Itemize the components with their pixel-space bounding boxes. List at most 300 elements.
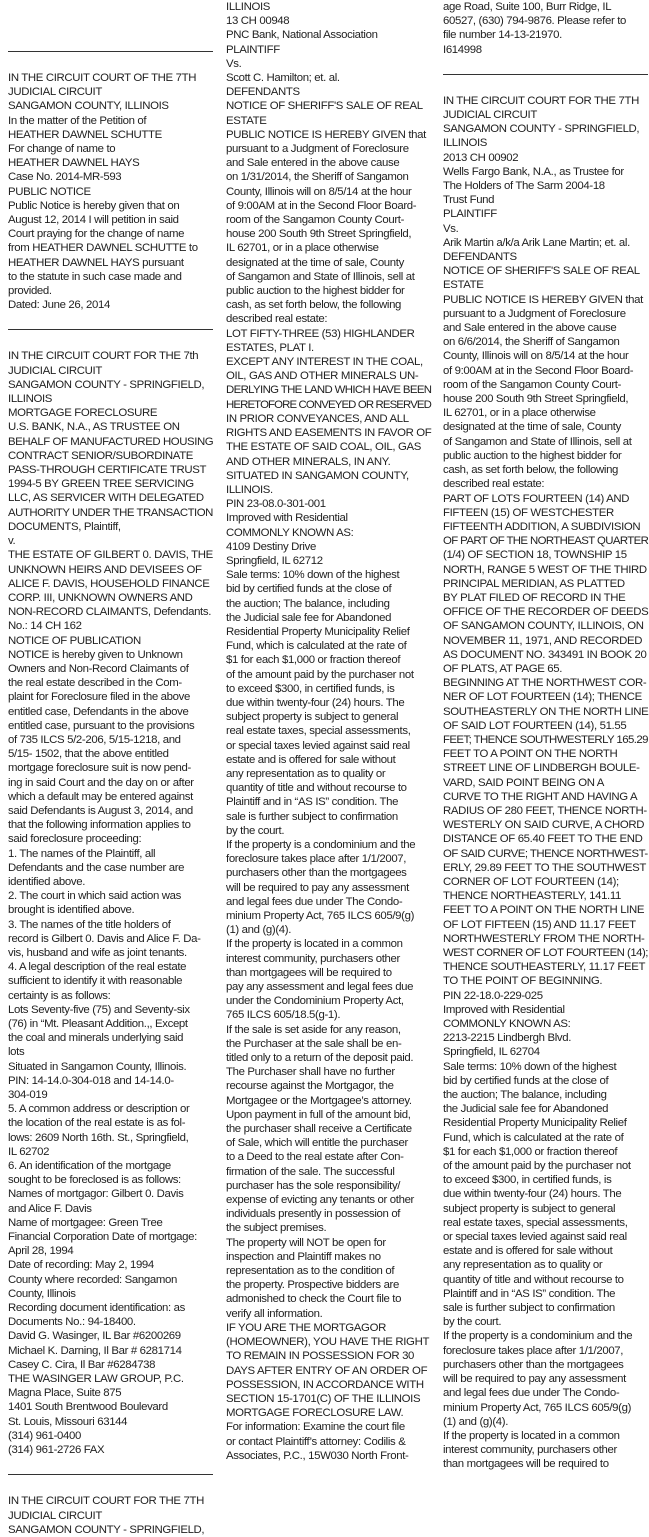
notice-line: PIN: 14-14.0-304-018 and 14-14.0-	[8, 1074, 174, 1087]
notice-line: If the property is located in a common	[443, 1429, 620, 1442]
notice-line: DISTANCE OF 65.40 FEET TO THE END	[443, 833, 643, 846]
notice-line: Fund, which is calculated at the rate of	[226, 640, 407, 653]
notice-line: recourse against the Mortgagor, the	[226, 1080, 394, 1093]
notice-line: ALICE F. DAVIS, HOUSEHOLD FINANCE	[8, 577, 210, 590]
notice-line: estate and is offered for sale without	[443, 1245, 613, 1258]
notice-line: designated at the time of sale, County	[226, 256, 404, 269]
notice-line: COMMONLY KNOWN AS:	[443, 1018, 571, 1031]
notice-line: IN THE CIRCUIT COURT FOR THE 7th	[8, 350, 199, 363]
notice-line: file number 14-13-21970.	[443, 29, 562, 42]
notice-line: Casey C. Cira, Il Bar #6284738	[8, 1358, 156, 1371]
notice-line: $1 for each $1,000 or fraction thereof	[443, 1145, 618, 1158]
notice-line: the auction; The balance, including	[226, 597, 390, 610]
notice-line: (314) 961-0400	[8, 1429, 81, 1442]
notice-line: admonished to check the Court file to	[226, 1293, 402, 1306]
notice-line: Fund, which is calculated at the rate of	[443, 1131, 624, 1144]
notice-line: AS DOCUMENT NO. 343491 IN BOOK 20	[443, 648, 647, 661]
notice-line: IL 62701, or in a place otherwise	[226, 242, 379, 255]
notice-line: (1) and (g)(4).	[443, 1415, 509, 1428]
notice-line: August 12, 2014 I will petition in said	[8, 214, 179, 227]
notice-line: RIGHTS AND EASEMENTS IN FAVOR OF	[226, 427, 432, 440]
notice-line: identified above.	[8, 875, 86, 888]
notice-line: Vs.	[443, 222, 459, 235]
notice-line: on 6/6/2014, the Sheriff of Sangamon	[443, 336, 620, 349]
notice-line: PUBLIC NOTICE IS HEREBY GIVEN that	[443, 293, 643, 306]
notice-line: plaint for Foreclosure filed in the above	[8, 691, 190, 704]
notice-line: individuals presently in possession of	[226, 1208, 401, 1221]
notice-line: and legal fees due under The Condo-	[443, 1387, 620, 1400]
notice-line: CONTRACT SENIOR/SUBORDINATE	[8, 449, 194, 462]
notice-line: PNC Bank, National Association	[226, 29, 378, 42]
notice-line: subject property is subject to general	[226, 711, 399, 724]
notice-line: OF PLATS, AT PAGE 65.	[443, 662, 563, 675]
top-spacer	[8, 0, 213, 34]
notice-line: brought is identified above.	[8, 904, 135, 917]
notice-line: UNKNOWN HEIRS AND DEVISEES OF	[8, 563, 202, 576]
notice-line: If the property is a condominium and the	[226, 838, 416, 851]
notice-line: LOT FIFTY-THREE (53) HIGHLANDER	[226, 327, 415, 340]
notice-line: foreclosure takes place after 1/1/2007,	[443, 1344, 624, 1357]
notice-line: JUDICIAL CIRCUIT	[8, 1509, 102, 1522]
notice-line: said Defendants is August 3, 2014, and	[8, 804, 193, 817]
legal-notice	[443, 0, 648, 57]
notice-line: U.S. BANK, N.A., AS TRUSTEE ON	[8, 421, 180, 434]
notice-line: 13 CH 00948	[226, 15, 290, 28]
notice-line: purchasers other than the mortgagees	[443, 1358, 624, 1371]
notice-line: IN THE CIRCUIT COURT FOR THE 7TH	[8, 1495, 204, 1508]
notice-line: County, Illinois	[8, 1287, 76, 1300]
notice-line: vis, husband and wife as joint tenants.	[8, 946, 187, 959]
notice-line: IN THE CIRCUIT COURT FOR THE 7TH	[443, 94, 639, 107]
notice-line: NOTICE OF SHERIFF'S SALE OF REAL	[226, 100, 423, 113]
notice-line: Situated in Sangamon County, Illinois.	[8, 1060, 187, 1073]
notice-line: ing in said Court and the day on or after	[8, 776, 194, 789]
notice-line: AND OTHER MINERALS, IN ANY.	[226, 455, 391, 468]
notice-line: ERLY, 29.89 FEET TO THE SOUTHWEST	[443, 861, 647, 874]
notice-line: ILLINOIS	[8, 393, 53, 406]
legal-notice	[8, 349, 213, 1457]
notice-line: v.	[8, 535, 16, 548]
notice-line: Residential Property Municipality Relief	[443, 1117, 627, 1130]
notice-line: IN THE CIRCUIT COURT OF THE 7TH	[8, 72, 197, 84]
notice-line: IN PRIOR CONVEYANCES, AND ALL	[226, 412, 409, 425]
notice-line: 765 ILCS 605/18.5(g-1).	[226, 1009, 341, 1022]
notice-line: the auction; The balance, including	[443, 1089, 607, 1102]
notice-line: quantity of title and without recourse to	[443, 1273, 624, 1286]
legal-notice	[226, 0, 431, 1463]
notice-line: CURVE TO THE RIGHT AND HAVING A	[443, 790, 638, 803]
notice-line: NOVEMBER 11, 1971, AND RECORDED	[443, 634, 643, 647]
notice-line: NORTHWESTERLY FROM THE NORTH-	[443, 932, 645, 945]
notice-line: foreclosure takes place after 1/1/2007,	[226, 853, 407, 866]
notice-line: sought to be foreclosed is as follows:	[8, 1174, 181, 1187]
notice-line: entitled case, pursuant to the provisions	[8, 719, 195, 732]
notice-line: of Sale, which will entitle the purchaser	[226, 1137, 408, 1150]
notice-line: VARD, SAID POINT BEING ON A	[443, 776, 605, 789]
notice-line: IF YOU ARE THE MORTGAGOR	[226, 1321, 386, 1334]
notice-line: 4. A legal description of the real estate	[8, 961, 187, 974]
notice-line: Public Notice is hereby given that on	[8, 199, 180, 212]
notice-line: PLAINTIFF	[226, 43, 280, 56]
notice-line: Residential Property Municipality Relief	[226, 625, 410, 638]
notice-divider	[8, 1474, 213, 1475]
notice-line: April 28, 1994	[8, 1245, 74, 1258]
notice-line: OF PART OF THE NORTHEAST QUARTER	[443, 535, 649, 548]
notice-line: 2. The court in which said action was	[8, 890, 181, 903]
notice-line: from HEATHER DAWNEL SCHUTTE to	[8, 242, 198, 255]
notice-line: (76) in “Mt. Pleasant Addition.,, Except	[8, 1018, 188, 1030]
notice-line: Mortgagee or the Mortgagee’s attorney.	[226, 1094, 412, 1107]
notice-line: or special taxes levied against said real	[226, 739, 410, 752]
notice-line: SANGAMON COUNTY, ILLINOIS	[8, 100, 169, 113]
notice-line: PASS-THROUGH CERTIFICATE TRUST	[8, 464, 207, 477]
notice-line: Arik Martin a/k/a Arik Lane Martin; et. al.	[443, 236, 630, 249]
notice-line: 2013 CH 00902	[443, 151, 519, 164]
notice-line: SANGAMON COUNTY - SPRINGFIELD,	[8, 1523, 205, 1536]
notice-line: 304-019	[8, 1089, 48, 1102]
notice-line: Associates, P.C., 15W030 North Front-	[226, 1449, 409, 1462]
notice-line: FEET TO A POINT ON THE NORTH LINE	[443, 904, 645, 917]
notice-line: THENCE NORTHEASTERLY, 141.11	[443, 890, 621, 903]
notice-line: Michael K. Darning, Il Bar # 6281714	[8, 1344, 182, 1357]
notice-line: Date of recording: May 2, 1994	[8, 1259, 154, 1272]
notice-line: cash, as set forth below, the following	[443, 464, 619, 477]
notice-line: Sale terms: 10% down of the highest	[443, 1060, 617, 1073]
notice-line: HEATHER DAWNEL HAYS pursuant	[8, 256, 184, 269]
notice-line: Improved with Residential	[443, 1003, 565, 1016]
notice-divider	[8, 51, 213, 52]
notice-line: pursuant to a Judgment of Foreclosure	[443, 307, 626, 320]
notice-line: CORNER OF LOT FOURTEEN (14);	[443, 875, 619, 888]
notice-line: DEFENDANTS	[443, 251, 517, 264]
notice-line: sufficient to identify it with reasonable	[8, 975, 183, 988]
notice-line: pay any assessment and legal fees due	[226, 981, 414, 994]
notice-line: IL 62702	[8, 1145, 50, 1158]
notice-line: Financial Corporation Date of mortgage:	[8, 1231, 197, 1244]
notice-line: PUBLIC NOTICE	[8, 185, 91, 198]
notice-line: 60527, (630) 794-9876. Please refer to	[443, 15, 627, 28]
notice-line: provided.	[8, 285, 52, 298]
notice-line: record is Gilbert 0. Davis and Alice F. Da-	[8, 932, 201, 945]
notice-line: the real estate described in the Com-	[8, 677, 182, 690]
notice-line: (1) and (g)(4).	[226, 924, 292, 937]
notice-line: sale is further subject to confirmation	[443, 1302, 615, 1315]
notice-line: which a default may be entered against	[8, 790, 193, 803]
notice-line: County, Illinois will on 8/5/14 at the hour	[226, 185, 412, 198]
notice-line: of the amount paid by the purchaser not	[226, 668, 414, 681]
notice-line: AUTHORITY UNDER THE TRANSACTION	[8, 506, 213, 519]
notice-line: 1. The names of the Plaintiff, all	[8, 847, 156, 860]
notice-line: FIFTEEN (15) OF WESTCHESTER	[443, 506, 614, 519]
notice-line: 2213-2215 Lindbergh Blvd.	[443, 1032, 572, 1045]
notice-line: pursuant to a Judgment of Foreclosure	[226, 143, 409, 156]
notice-line: Dated: June 26, 2014	[8, 299, 110, 312]
notice-line: 1401 South Brentwood Boulevard	[8, 1401, 168, 1414]
notice-line: For change of name to	[8, 143, 116, 156]
notice-line: Vs.	[226, 57, 242, 70]
notice-line: If the sale is set aside for any reason,	[226, 1023, 401, 1036]
notice-line: purchaser has the sole responsibility/	[226, 1179, 401, 1192]
notice-line: PUBLIC NOTICE IS HEREBY GIVEN that	[226, 128, 426, 141]
notice-line: 5. A common address or description or	[8, 1103, 190, 1116]
notice-line: the subject premises.	[226, 1222, 327, 1235]
notice-line: OIL, GAS AND OTHER MINERALS UN-	[226, 370, 419, 383]
notice-line: to the statute in such case made and	[8, 270, 182, 283]
notice-line: described real estate:	[443, 478, 545, 491]
notice-line: FEET; THENCE SOUTHWESTERLY 165.29	[443, 733, 648, 746]
notice-line: by the court.	[443, 1316, 502, 1329]
notice-line: room of the Sangamon County Court-	[443, 378, 622, 391]
notice-line: Magna Place, Suite 875	[8, 1387, 122, 1400]
notice-line: (1/4) OF SECTION 18, TOWNSHIP 15	[443, 549, 627, 562]
notice-line: Names of mortgagor: Gilbert 0. Davis	[8, 1188, 184, 1201]
notice-line: Trust Fund	[443, 194, 495, 207]
legal-notice	[8, 71, 213, 312]
notice-line: LLC, AS SERVICER WITH DELEGATED	[8, 492, 204, 505]
notice-line: If the property is a condominium and the	[443, 1330, 633, 1343]
notice-line: Documents No.: 94-18400.	[8, 1316, 136, 1329]
notice-line: PLAINTIFF	[443, 208, 497, 221]
notice-line: BEGINNING AT THE NORTHWEST COR-	[443, 677, 647, 690]
notice-line: said foreclosure proceeding:	[8, 833, 142, 846]
notice-line: $1 for each $1,000 or fraction thereof	[226, 654, 401, 667]
notice-line: Sale terms: 10% down of the highest	[226, 569, 400, 582]
notice-line: CORP. III, UNKNOWN OWNERS AND	[8, 591, 193, 604]
notice-line: the purchaser shall receive a Certificate	[226, 1123, 412, 1136]
notice-line: will be required to pay any assessment	[226, 881, 409, 894]
notice-line: the location of the real estate is as fol-	[8, 1117, 186, 1130]
notice-line: TO THE POINT OF BEGINNING.	[443, 975, 603, 988]
notice-line: to exceed $300, in certified funds, is	[443, 1174, 612, 1187]
column-middle	[226, 0, 431, 1504]
notice-line: I614998	[443, 43, 482, 56]
notice-line: FIFTEENTH ADDITION, A SUBDIVISION	[443, 520, 641, 533]
notice-line: THE ESTATE OF SAID COAL, OIL, GAS	[226, 441, 421, 454]
notice-line: certainty is as follows:	[8, 989, 111, 1002]
notice-line: 3. The names of the title holders of	[8, 918, 171, 931]
notice-line: room of the Sangamon County Court-	[226, 214, 405, 227]
notice-line: any representation as to quality or	[443, 1259, 603, 1272]
notice-line: house 200 South 9th Street Springfield,	[226, 228, 412, 241]
notice-line: bid by certified funds at the close of	[226, 583, 392, 596]
notice-line: and Sale entered in the above cause	[226, 157, 400, 170]
notice-line: (314) 961-2726 FAX	[8, 1444, 105, 1457]
notice-line: DERLYING THE LAND WHICH HAVE BEEN	[226, 384, 432, 397]
notice-line: to exceed $300, in certified funds, is	[226, 682, 395, 695]
notice-line: by the court.	[226, 824, 285, 837]
notice-line: Defendants and the case number are	[8, 861, 185, 874]
notice-line: and Alice F. Davis	[8, 1202, 92, 1215]
notice-line: FEET TO A POINT ON THE NORTH	[443, 748, 618, 761]
notice-line: In the matter of the Petition of	[8, 114, 147, 127]
notice-divider	[8, 329, 213, 330]
notice-line: DAYS AFTER ENTRY OF AN ORDER OF	[226, 1364, 428, 1377]
notice-line: JUDICIAL CIRCUIT	[8, 86, 102, 99]
notice-line: HEATHER DAWNEL HAYS	[8, 157, 140, 170]
notice-line: NOTICE OF SHERIFF'S SALE OF REAL	[443, 265, 640, 278]
notice-line: 6. An identification of the mortgage	[8, 1160, 171, 1173]
notice-line: DOCUMENTS, Plaintiff,	[8, 520, 121, 533]
notice-line: OF LOT FIFTEEN (15) AND 11.17 FEET	[443, 918, 636, 931]
notice-line: and Sale entered in the above cause	[443, 322, 617, 335]
notice-line: IL 62701, or in a place otherwise	[443, 407, 596, 420]
notice-line: ESTATES, PLAT I.	[226, 341, 314, 354]
notice-line: real estate taxes, special assessments,	[443, 1216, 628, 1229]
notice-line: the Judicial sale fee for Abandoned	[443, 1103, 609, 1116]
notice-line: of 9:00AM at in the Second Floor Board-	[226, 199, 417, 212]
notice-line: interest community, purchasers other	[443, 1444, 617, 1457]
notice-line: subject property is subject to general	[443, 1202, 616, 1215]
notice-line: sale is further subject to confirmation	[226, 810, 398, 823]
notice-line: Recording document identification: as	[8, 1302, 186, 1315]
notice-divider	[443, 74, 648, 75]
notice-line: NER OF LOT FOURTEEN (14); THENCE	[443, 691, 642, 704]
notice-line: Court praying for the change of name	[8, 228, 185, 241]
notice-line: ILLINOIS	[443, 137, 488, 150]
notice-line: Case No. 2014-MR-593	[8, 171, 122, 184]
notice-line: verify all information.	[226, 1307, 323, 1320]
notice-line: HERETOFORE CONVEYED OR RESERVED	[226, 398, 432, 411]
notice-line: NOTICE is hereby given to Unknown	[8, 648, 183, 661]
notice-line: David G. Wasinger, IL Bar #6200269	[8, 1330, 181, 1343]
notice-line: If the property is located in a common	[226, 938, 403, 951]
notice-line: JUDICIAL CIRCUIT	[8, 364, 102, 377]
notice-line: No.: 14 CH 162	[8, 620, 82, 633]
notice-line: SITUATED IN SANGAMON COUNTY,	[226, 469, 409, 482]
notice-line: SANGAMON COUNTY - SPRINGFIELD,	[8, 378, 205, 391]
notice-line: of 9:00AM at in the Second Floor Board-	[443, 364, 634, 377]
legal-notice	[443, 94, 648, 1472]
notice-line: PIN 23-08.0-301-001	[226, 498, 326, 511]
notice-line: interest community, purchasers other	[226, 952, 400, 965]
notice-line: The property will NOT be open for	[226, 1236, 386, 1249]
notice-line: lots	[8, 1046, 25, 1059]
notice-line: 5/15- 1502, that the above entitled	[8, 748, 169, 761]
notice-line: public auction to the highest bidder for	[443, 449, 622, 462]
notice-line: titled only to a return of the deposit paid.	[226, 1052, 414, 1065]
notice-line: BY PLAT FILED OF RECORD IN THE	[443, 591, 626, 604]
notice-line: public auction to the highest bidder for	[226, 285, 405, 298]
notice-line: lows: 2609 North 16th. St., Springfield,	[8, 1131, 189, 1144]
notice-line: and legal fees due under The Condo-	[226, 895, 403, 908]
notice-line: The Purchaser shall have no further	[226, 1066, 395, 1079]
notice-line: SECTION 15-1701(C) OF THE ILLINOIS	[226, 1392, 421, 1405]
notice-line: representation as to the condition of	[226, 1265, 395, 1278]
notice-line: house 200 South 9th Street Springfield,	[443, 393, 629, 406]
notice-line: the Judicial sale fee for Abandoned	[226, 611, 392, 624]
notice-line: Plaintiff and in “AS IS” condition. The	[226, 796, 399, 809]
notice-line: THE WASINGER LAW GROUP, P.C.	[8, 1373, 184, 1386]
notice-line: estate and is offered for sale without	[226, 753, 396, 766]
notice-line: to a Deed to the real estate after Con-	[226, 1151, 404, 1164]
notice-line: The Holders of The Sarm 2004-18	[443, 180, 605, 193]
notice-line: ESTATE	[443, 279, 484, 292]
notice-line: than mortgagees will be required to	[443, 1458, 609, 1471]
legal-notice	[8, 1494, 213, 1537]
notice-line: Improved with Residential	[226, 512, 348, 525]
notice-line: or contact Plaintiff’s attorney: Codilis &	[226, 1435, 406, 1448]
column-right	[443, 0, 648, 1504]
notice-line: SANGAMON COUNTY - SPRINGFIELD,	[443, 123, 640, 136]
notice-line: of 735 ILCS 5/2-206, 5/15-1218, and	[8, 733, 181, 746]
notice-line: PRINCIPAL MERIDIAN, AS PLATTED	[443, 577, 625, 590]
notice-line: any representation as to quality or	[226, 767, 386, 780]
notice-line: due within twenty-four (24) hours. The	[443, 1188, 622, 1201]
notice-line: Springfield, IL 62712	[226, 554, 323, 567]
notice-line: minium Property Act, 765 ILCS 605/9(g)	[226, 910, 415, 922]
notice-line: or special taxes levied against said real	[443, 1231, 627, 1244]
notice-line: Springfield, IL 62704	[443, 1046, 540, 1059]
notice-line: that the following information applies to	[8, 819, 191, 832]
notice-line: firmation of the sale. The successful	[226, 1165, 395, 1178]
notice-line: STREET LINE OF LINDBERGH BOULE-	[443, 762, 640, 775]
notice-line: Plaintiff and in “AS IS” condition. The	[443, 1287, 616, 1300]
notice-line: NOTICE OF PUBLICATION	[8, 634, 141, 647]
notice-line: County, Illinois will on 8/5/14 at the hour	[443, 350, 629, 363]
notice-line: will be required to pay any assessment	[443, 1373, 626, 1386]
notice-line: OF SAID CURVE; THENCE NORTHWEST-	[443, 847, 648, 860]
notice-line: designated at the time of sale, County	[443, 421, 621, 434]
notice-line: purchasers other than the mortgagees	[226, 867, 407, 880]
notice-line: JUDICIAL CIRCUIT	[443, 109, 537, 122]
notice-line: Wells Fargo Bank, N.A., as Trustee for	[443, 165, 624, 178]
notice-line: OF SAID LOT FOURTEEN (14), 51.55	[443, 719, 627, 732]
notice-line: EXCEPT ANY INTEREST IN THE COAL,	[226, 356, 423, 369]
notice-line: WESTERLY ON SAID CURVE, A CHORD	[443, 819, 645, 832]
notice-line: cash, as set forth below, the following	[226, 299, 402, 312]
notice-line: on 1/31/2014, the Sheriff of Sangamon	[226, 171, 409, 184]
notice-line: COMMONLY KNOWN AS:	[226, 526, 354, 539]
notice-line: than mortgagees will be required to	[226, 966, 392, 979]
notice-line: inspection and Plaintiff makes no	[226, 1250, 381, 1263]
notice-line: expense of evicting any tenants or other	[226, 1194, 414, 1207]
notice-line: minium Property Act, 765 ILCS 605/9(g)	[443, 1401, 632, 1414]
notice-line: due within twenty-four (24) hours. The	[226, 696, 405, 709]
notice-line: the property. Prospective bidders are	[226, 1279, 399, 1292]
notice-line: real estate taxes, special assessments,	[226, 725, 411, 738]
notice-line: SOUTHEASTERLY ON THE NORTH LINE	[443, 705, 649, 718]
notice-line: quantity of title and without recourse to	[226, 782, 407, 795]
notice-line: TO REMAIN IN POSSESSION FOR 30	[226, 1350, 415, 1363]
notice-line: ILLINOIS	[226, 1, 271, 13]
notice-line: 4109 Destiny Drive	[226, 540, 316, 553]
notice-line: HEATHER DAWNEL SCHUTTE	[8, 128, 162, 141]
notice-line: POSSESSION, IN ACCORDANCE WITH	[226, 1378, 424, 1391]
notice-line: County where recorded: Sangamon	[8, 1273, 177, 1286]
notice-line: Upon payment in full of the amount bid,	[226, 1108, 411, 1121]
notice-line: the coal and minerals underlying said	[8, 1032, 184, 1045]
notice-line: BEHALF OF MANUFACTURED HOUSING	[8, 435, 214, 448]
notice-line: described real estate:	[226, 313, 328, 326]
notice-line: THENCE SOUTHEASTERLY, 11.17 FEET	[443, 961, 646, 974]
notice-line: Name of mortgagee: Green Tree	[8, 1216, 163, 1229]
notice-line: For information: Examine the court file	[226, 1421, 405, 1434]
notice-line: PART OF LOTS FOURTEEN (14) AND	[443, 492, 630, 505]
column-left	[8, 0, 214, 1536]
notice-line: MORTGAGE FORECLOSURE	[8, 407, 158, 420]
notice-line: St. Louis, Missouri 63144	[8, 1415, 128, 1428]
notice-line: entitled case, Defendants in the above	[8, 705, 189, 718]
notice-line: under the Condominium Property Act,	[226, 995, 404, 1008]
notice-line: the Purchaser at the sale shall be en-	[226, 1037, 402, 1050]
notice-line: PIN 22-18.0-229-025	[443, 989, 543, 1002]
notice-line: THE ESTATE OF GILBERT 0. DAVIS, THE	[8, 549, 213, 562]
notice-line: DEFENDANTS	[226, 86, 300, 99]
notice-line: of Sangamon and State of Illinois, sell at	[443, 435, 632, 448]
notice-line: bid by certified funds at the close of	[443, 1074, 609, 1087]
notice-line: (HOMEOWNER), YOU HAVE THE RIGHT	[226, 1336, 430, 1349]
notice-line: MORTGAGE FORECLOSURE LAW.	[226, 1407, 404, 1420]
